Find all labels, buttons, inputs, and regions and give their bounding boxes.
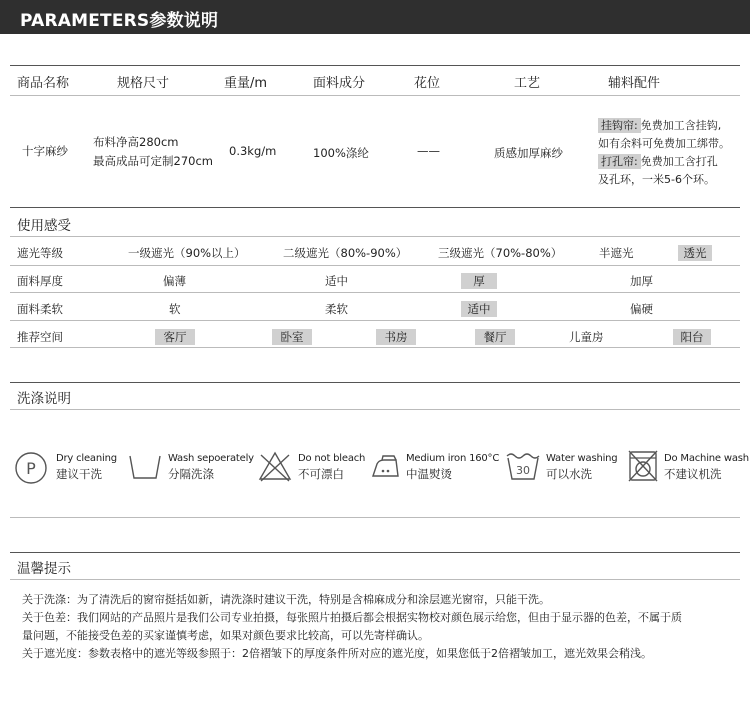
- shading-level-1: 一级遮光（90%以上）: [128, 246, 246, 260]
- divider: [10, 517, 740, 518]
- product-name: 十字麻纱: [22, 144, 68, 158]
- shading-selected-badge: 透光: [678, 245, 712, 261]
- col-header-accessories: 辅料配件: [608, 76, 661, 91]
- size-line-2: 最高成品可定制270cm: [93, 154, 213, 168]
- note-color-1: 关于色差：我们网站的产品照片是我们公司专业拍摄，每张照片拍摄后都会根据实物校对颜色展示给您，但由于显示器的色差，不属于质: [22, 611, 682, 624]
- wash-en-4: Medium iron 160°C: [406, 453, 500, 464]
- wash-en-1: Dry cleaning: [56, 453, 117, 464]
- wash-temp-label: 30: [516, 464, 530, 477]
- divider: [10, 236, 740, 237]
- wash-tub-icon: [128, 452, 162, 486]
- softness-option-4: 偏硬: [630, 302, 653, 316]
- wash-cn-5: 可以水洗: [546, 467, 592, 481]
- thickness-selected-badge: 厚: [461, 273, 497, 289]
- thickness-label: 面料厚度: [17, 274, 63, 288]
- room-living-badge: 客厅: [155, 329, 195, 345]
- room-balcony-badge: 阳台: [673, 329, 711, 345]
- iron-icon: [370, 452, 402, 484]
- water-wash-icon: [505, 450, 541, 486]
- note-color-2: 量问题，不能接受色差的买家谨慎考虑，如果对颜色要求比较高，可以先寄样确认。: [22, 629, 429, 642]
- divider: [10, 382, 740, 383]
- softness-selected-badge: 适中: [461, 301, 497, 317]
- col-header-weight: 重量/m: [224, 76, 268, 91]
- accessory-ring-text: 免费加工含打孔: [640, 155, 718, 168]
- room-kids: 儿童房: [569, 330, 604, 344]
- accessory-hook-line-1: [598, 117, 721, 135]
- divider: [10, 207, 740, 208]
- thickness-option-4: 加厚: [630, 274, 653, 288]
- thickness-option-2: 适中: [325, 274, 348, 288]
- col-header-size: 规格尺寸: [117, 76, 170, 91]
- wash-cn-1: 建议干洗: [56, 467, 102, 481]
- no-bleach-icon: [258, 450, 292, 486]
- shading-level-2: 二级遮光（80%-90%）: [283, 246, 408, 260]
- weight-value: 0.3kg/m: [229, 144, 277, 158]
- page-title: PARAMETERS参数说明: [20, 11, 219, 31]
- col-header-name: 商品名称: [17, 76, 70, 91]
- notes-section-title: 温馨提示: [17, 561, 71, 577]
- divider: [10, 292, 740, 293]
- divider: [10, 409, 740, 410]
- room-bedroom-badge: 卧室: [272, 329, 312, 345]
- no-machine-wash-icon: [627, 449, 659, 487]
- shading-level-3: 三级遮光（70%-80%）: [438, 246, 563, 260]
- divider: [10, 65, 740, 66]
- divider: [10, 265, 740, 266]
- size-line-1: 布料净高280cm: [93, 135, 179, 149]
- wash-en-3: Do not bleach: [298, 453, 366, 464]
- accessory-hook-line-2: 如有余料可免费加工绑带。: [598, 137, 730, 150]
- thickness-option-1: 偏薄: [163, 274, 186, 288]
- svg-text:P: P: [26, 459, 36, 478]
- fabric-value: 100%涤纶: [313, 146, 369, 160]
- room-study-badge: 书房: [376, 329, 416, 345]
- wash-cn-3: 不可漂白: [298, 467, 344, 481]
- divider: [10, 579, 740, 580]
- pattern-value: ——: [417, 144, 440, 158]
- softness-option-1: 软: [169, 302, 181, 316]
- note-washing: 关于洗涤：为了清洗后的窗帘挺括如新，请洗涤时建议干洗，特别是含棉麻成分和涂层遮光窗帘，只能干洗。: [22, 593, 550, 606]
- divider: [10, 95, 740, 96]
- divider: [10, 347, 740, 348]
- dry-clean-icon: [14, 451, 48, 489]
- wash-cn-6: 不建议机洗: [664, 467, 722, 481]
- wash-section-title: 洗涤说明: [17, 391, 71, 407]
- wash-en-5: Water washing: [546, 453, 618, 464]
- wash-cn-2: 分隔洗涤: [168, 467, 214, 481]
- note-shading: 关于遮光度：参数表格中的遮光等级参照于：2倍褶皱下的厚度条件所对应的遮光度，如果您低于2倍褶皱加工，遮光效果会稍浅。: [22, 647, 652, 660]
- shading-label: 遮光等级: [17, 246, 63, 260]
- feel-section-title: 使用感受: [17, 218, 71, 234]
- divider: [10, 320, 740, 321]
- wash-en-6: Do Machine wash: [664, 453, 749, 464]
- accessory-ring-line-1: [598, 153, 718, 171]
- craft-value: 质感加厚麻纱: [494, 146, 563, 160]
- wash-en-2: Wash sepoerately: [168, 453, 254, 464]
- accessory-hook-label: 挂钩帘:: [598, 118, 641, 133]
- col-header-pattern: 花位: [414, 76, 441, 91]
- room-label: 推荐空间: [17, 330, 63, 344]
- softness-option-2: 柔软: [325, 302, 348, 316]
- col-header-fabric: 面料成分: [313, 76, 366, 91]
- softness-label: 面料柔软: [17, 302, 63, 316]
- accessory-ring-line-2: 及孔环，一米5-6个环。: [598, 173, 715, 186]
- col-header-craft: 工艺: [514, 76, 541, 91]
- shading-half: 半遮光: [599, 246, 634, 260]
- divider: [10, 552, 740, 553]
- accessory-hook-text: 免费加工含挂钩,: [640, 119, 722, 132]
- wash-cn-4: 中温熨烫: [406, 467, 452, 481]
- room-dining-badge: 餐厅: [475, 329, 515, 345]
- accessory-ring-label: 打孔帘:: [598, 154, 641, 169]
